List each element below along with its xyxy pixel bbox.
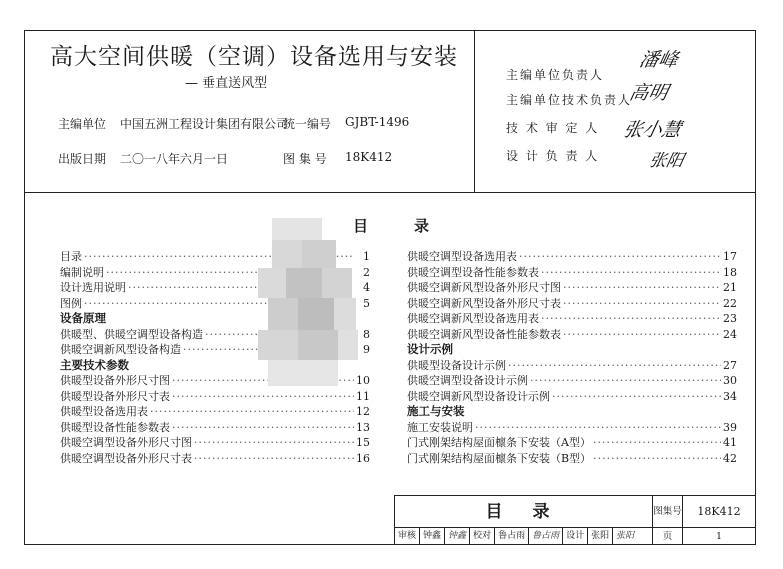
toc-entry[interactable]: 供暖空调型设备外形尺寸表 ····· 16 [60, 450, 370, 466]
title-block-atlas-label: 图集号 [653, 496, 683, 528]
toc-title-char2: 录 [414, 217, 432, 235]
redaction-mosaic [258, 218, 378, 388]
toc-entry[interactable]: 门式刚架结构屋面檩条下安装（B型） ····· 42 [407, 450, 737, 466]
toc-entry[interactable]: 供暖空调新风型设备构造 ····· 9 [60, 341, 370, 357]
org-value: 中国五洲工程设计集团有限公司 [120, 117, 289, 131]
toc-section-heading: 施工与安装 [407, 404, 465, 418]
toc-entry[interactable]: 供暖型、供暖空调型设备构造 ····· 8 [60, 326, 370, 342]
signature-reviewer: 张小慧 [621, 119, 684, 141]
toc-entry[interactable]: 供暖型设备性能参数表 ····· 13 [60, 419, 370, 435]
org-label: 主编单位 [58, 117, 107, 131]
date-label: 出版日期 [58, 152, 107, 166]
check-signature: 鲁占雨 [529, 528, 563, 545]
title-block-page-value: 1 [683, 528, 756, 545]
atlas-title: 高大空间供暖（空调）设备选用与安装 [50, 44, 458, 70]
resp-label-design-lead: 设 计 负 责 人 [506, 149, 600, 163]
toc-right-column [407, 248, 737, 465]
toc-entry[interactable]: 供暖型设备选用表 ····· 12 [60, 403, 370, 419]
date-value: 二〇一八年六月一日 [120, 152, 229, 166]
toc-entry[interactable]: 供暖空调型设备设计示例 ····· 30 [407, 372, 737, 388]
toc-title-char1: 目 [353, 217, 371, 235]
design-signature: 张阳 [616, 531, 635, 541]
code-value: GJBT-1496 [345, 115, 410, 129]
design-name: 张阳 [588, 528, 613, 545]
signature-design-lead: 张阳 [647, 151, 686, 171]
atlas-no-label: 图 集 号 [283, 152, 327, 166]
toc-entry[interactable]: 供暖型设备外形尺寸表 ····· 11 [60, 388, 370, 404]
toc-entry[interactable]: 供暖空调新风型设备外形尺寸表 ····· 22 [407, 295, 737, 311]
signature-tech-lead: 高明 [627, 82, 671, 104]
signature-editor-unit: 潘峰 [637, 49, 681, 71]
title-block-approvals [395, 528, 653, 545]
toc-entry[interactable]: 供暖空调型设备性能参数表 ····· 18 [407, 264, 737, 280]
toc-entry[interactable]: 供暖空调型设备选用表 ····· 17 [407, 248, 737, 264]
design-label: 设计 [563, 528, 588, 545]
toc-entry[interactable]: 供暖空调新风型设备外形尺寸图 ····· 21 [407, 279, 737, 295]
toc-entry[interactable]: 供暖空调新风型设备性能参数表 ····· 24 [407, 326, 737, 342]
toc-entry[interactable]: 设计选用说明 ····· 4 [60, 279, 370, 295]
title-block-name: 目 录 [395, 496, 653, 528]
toc-entry[interactable]: 图例 ····· 5 [60, 295, 370, 311]
resp-label-tech-lead: 主编单位技术负责人 [506, 93, 633, 107]
atlas-no-value: 18K412 [345, 150, 393, 164]
toc-entry[interactable]: 供暖型设备设计示例 ····· 27 [407, 357, 737, 373]
toc-entry[interactable]: 编制说明 ····· 2 [60, 264, 370, 280]
atlas-subtitle: — 垂直送风型 [185, 76, 268, 91]
resp-label-reviewer: 技 术 审 定 人 [506, 121, 600, 135]
toc-entry[interactable]: 目录 ····· 1 [60, 248, 370, 264]
toc-entry[interactable]: 施工安装说明 ····· 39 [407, 419, 737, 435]
code-label: 统一编号 [283, 117, 332, 131]
toc-entry[interactable]: 供暖型设备外形尺寸图 ····· 10 [60, 372, 370, 388]
toc-section-heading: 主要技术参数 [60, 357, 129, 372]
title-block-atlas-value: 18K412 [683, 496, 756, 528]
toc-entry[interactable]: 供暖空调新风型设备选用表 ····· 23 [407, 310, 737, 326]
review-label: 审核 [395, 528, 420, 545]
toc-entry[interactable]: 供暖空调新风型设备设计示例 ····· 34 [407, 388, 737, 404]
toc-section-heading: 设备原理 [60, 311, 106, 325]
header-vertical-divider [474, 30, 475, 192]
toc-entry[interactable]: 供暖空调型设备外形尺寸图 ····· 15 [60, 434, 370, 450]
header-divider [24, 192, 756, 193]
review-name: 钟鑫 [420, 528, 445, 545]
toc-section-heading: 设计示例 [407, 342, 453, 356]
resp-label-editor-unit: 主编单位负责人 [506, 68, 605, 82]
title-block [394, 495, 756, 545]
review-signature: 钟鑫 [445, 528, 470, 545]
title-block-page-label: 页 [653, 528, 683, 545]
check-name: 鲁占雨 [495, 528, 529, 545]
check-label: 校对 [470, 528, 495, 545]
toc-entry[interactable]: 门式刚架结构屋面檩条下安装（A型） ····· 41 [407, 434, 737, 450]
